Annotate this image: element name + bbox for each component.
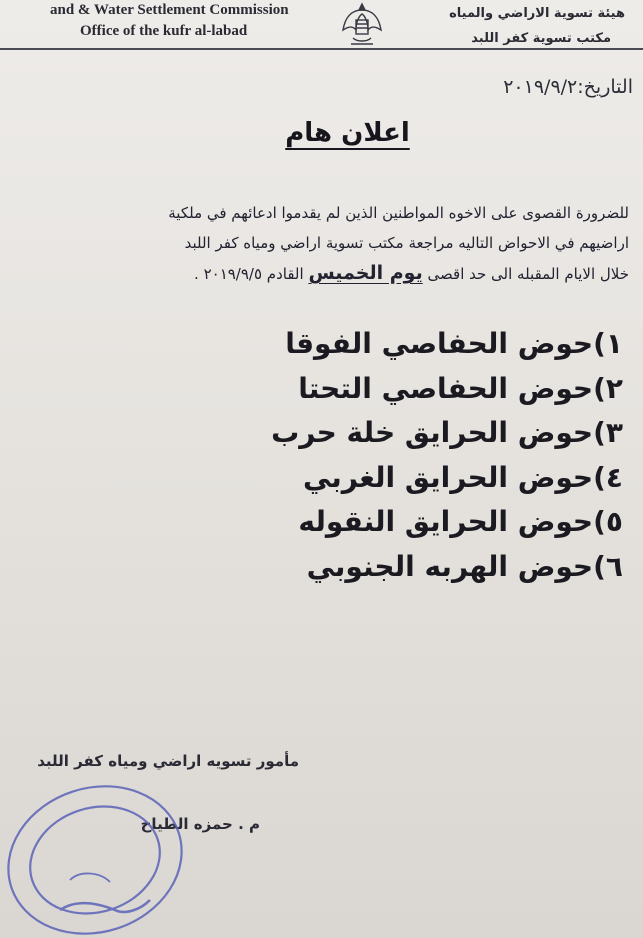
- document-date: التاريخ:٢٠١٩/٩/٢: [503, 76, 633, 98]
- basin-list: [271, 322, 623, 589]
- list-item: ٤)حوض الحرايق الغربي: [302, 460, 623, 494]
- list-item: ١)حوض الحفاصي الفوقا: [285, 327, 623, 360]
- list-item: ٦)حوض الهربه الجنوبي: [306, 549, 623, 583]
- document-title: اعلان هام: [285, 118, 410, 148]
- body-line-3: [109, 258, 629, 289]
- header-en-commission: and & Water Settlement Commission: [50, 2, 289, 18]
- list-item: ٥)حوض الحرايق النقوله: [298, 505, 623, 538]
- body-line-2: اراضيهم في الاحواض التاليه مراجعة مكتب تسوية اراضي ومياه كفر اللبد: [184, 234, 629, 252]
- eagle-emblem-icon: [337, 0, 387, 50]
- header-divider: [0, 48, 643, 50]
- signatory-title: مأمور تسويه اراضي ومياه كفر اللبد: [37, 752, 299, 770]
- header-ar-commission: هيئة تسوية الاراضي والمياه: [449, 6, 625, 21]
- deadline-day: يوم الخميس: [308, 262, 423, 284]
- announcement-body: [109, 198, 629, 289]
- header-en-office: Office of the kufr al-labad: [80, 23, 248, 39]
- signatory-name: م . حمزه الطياح: [140, 815, 260, 833]
- body-line-1: للضرورة القصوى على الاخوه المواطنين الذين لم يقدموا ادعائهم في ملكية: [168, 204, 629, 222]
- body-line-3-start: خلال الايام المقبله الى حد اقصى: [427, 265, 629, 283]
- list-item: ٢)حوض الحفاصي التحتا: [298, 371, 623, 405]
- official-stamp-icon: [0, 760, 200, 938]
- header-arabic: [425, 6, 625, 46]
- list-item: ٣)حوض الحرايق خلة حرب: [271, 416, 623, 449]
- header-ar-office: مكتب تسوية كفر اللبد: [471, 31, 611, 46]
- body-line-3-end: القادم ٢٠١٩/٩/٥ .: [194, 265, 304, 283]
